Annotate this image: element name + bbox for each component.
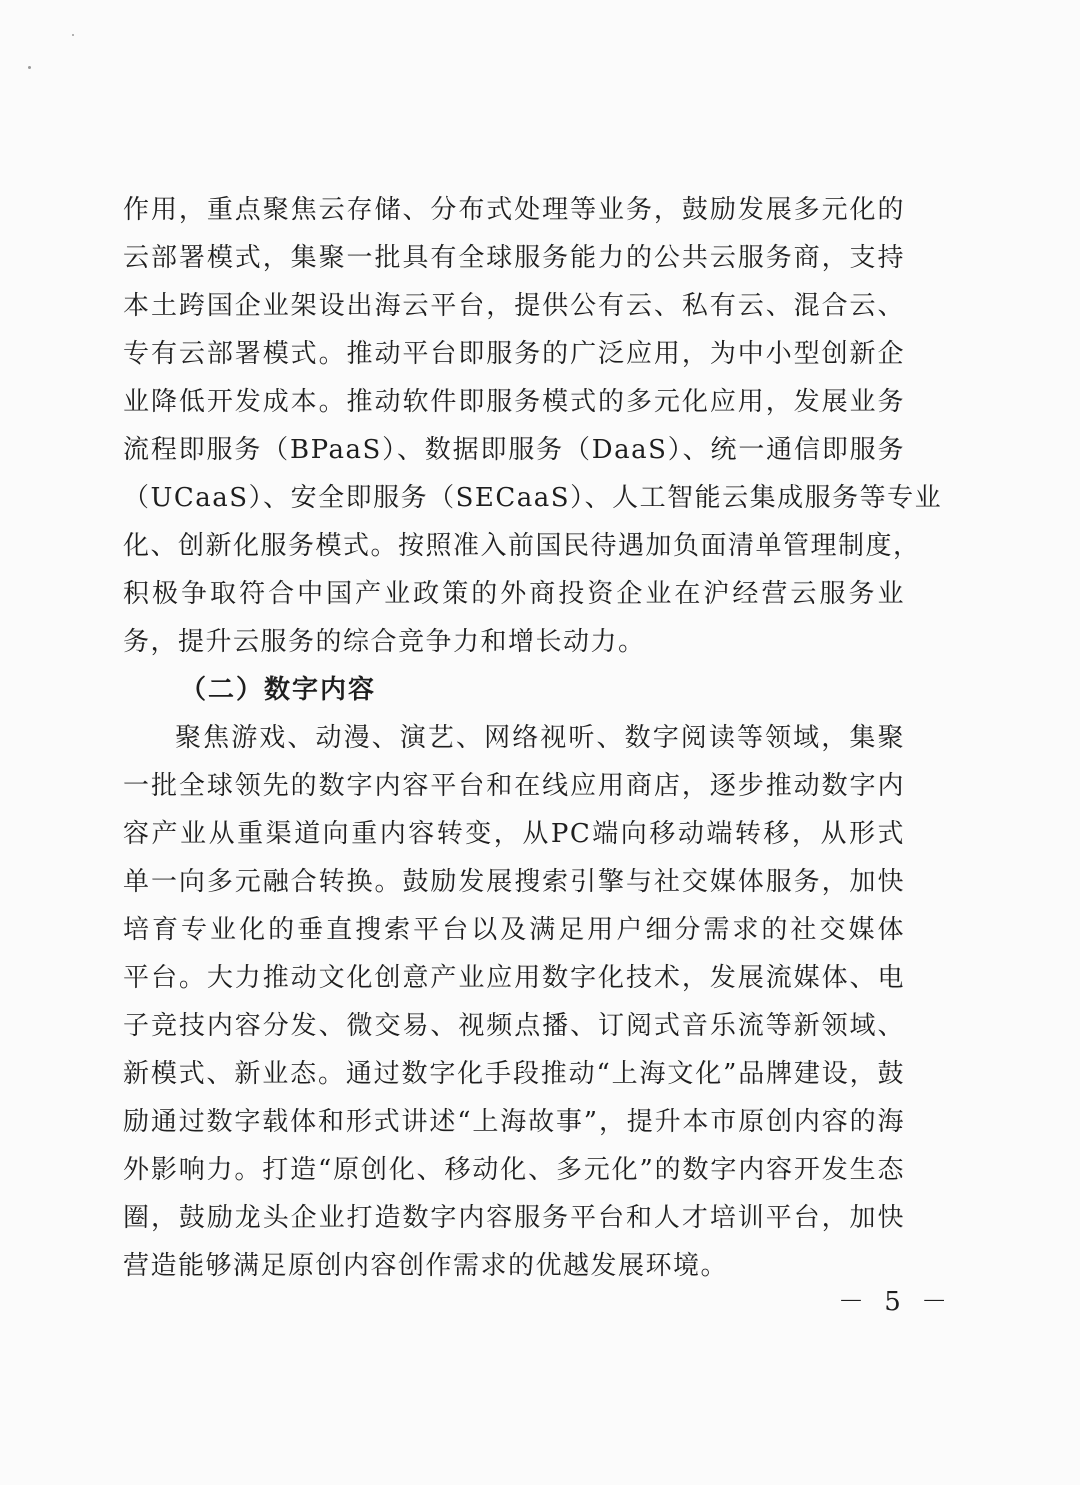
text-line: 业降低开发成本。推动软件即服务模式的多元化应用，发展业务	[123, 387, 905, 417]
text-line: 子竞技内容分发、微交易、视频点播、订阅式音乐流等新领域、	[123, 1011, 905, 1041]
scan-speck	[72, 34, 74, 36]
text-line: 平台。大力推动文化创意产业应用数字化技术，发展流媒体、电	[123, 963, 905, 993]
text-line: 化、创新化服务模式。按照准入前国民待遇加负面清单管理制度，	[123, 531, 921, 561]
text-line: 培育专业化的垂直搜索平台以及满足用户细分需求的社交媒体	[123, 915, 905, 945]
text-line: 容产业从重渠道向重内容转变，从PC端向移动端转移，从形式	[123, 819, 905, 849]
text-line: 单一向多元融合转换。鼓励发展搜索引擎与社交媒体服务，加快	[123, 867, 905, 897]
text-line: 务，提升云服务的综合竞争力和增长动力。	[123, 627, 646, 657]
scan-speck	[28, 66, 31, 69]
text-line: 一批全球领先的数字内容平台和在线应用商店，逐步推动数字内	[123, 771, 905, 801]
text-line: 营造能够满足原创内容创作需求的优越发展环境。	[123, 1251, 729, 1281]
text-line: 外影响力。打造“原创化、移动化、多元化”的数字内容开发生态	[123, 1155, 905, 1185]
text-line: 流程即服务（BPaaS）、数据即服务（DaaS）、统一通信即服务	[123, 435, 905, 465]
text-line: 云部署模式，集聚一批具有全球服务能力的公共云服务商，支持	[123, 243, 905, 273]
text-line: 新模式、新业态。通过数字化手段推动“上海文化”品牌建设，鼓	[123, 1059, 905, 1089]
text-line: 励通过数字载体和形式讲述“上海故事”，提升本市原创内容的海	[123, 1107, 905, 1137]
section-heading: （二）数字内容	[180, 675, 377, 705]
text-line: 本土跨国企业架设出海云平台，提供公有云、私有云、混合云、	[123, 291, 905, 321]
page-number: － 5 －	[838, 1287, 954, 1317]
text-line: 聚焦游戏、动漫、演艺、网络视听、数字阅读等领域，集聚	[175, 723, 905, 753]
text-line: 圈，鼓励龙头企业打造数字内容服务平台和人才培训平台，加快	[123, 1203, 905, 1233]
text-line: 专有云部署模式。推动平台即服务的广泛应用，为中小型创新企	[123, 339, 905, 369]
paragraph-digital-content	[123, 714, 905, 1290]
text-line: （UCaaS）、安全即服务（SECaaS）、人工智能云集成服务等专业	[123, 483, 943, 513]
paragraph-cloud-services	[123, 186, 943, 666]
text-line: 积极争取符合中国产业政策的外商投资企业在沪经营云服务业	[123, 579, 905, 609]
text-line: 作用，重点聚焦云存储、分布式处理等业务，鼓励发展多元化的	[123, 195, 905, 225]
